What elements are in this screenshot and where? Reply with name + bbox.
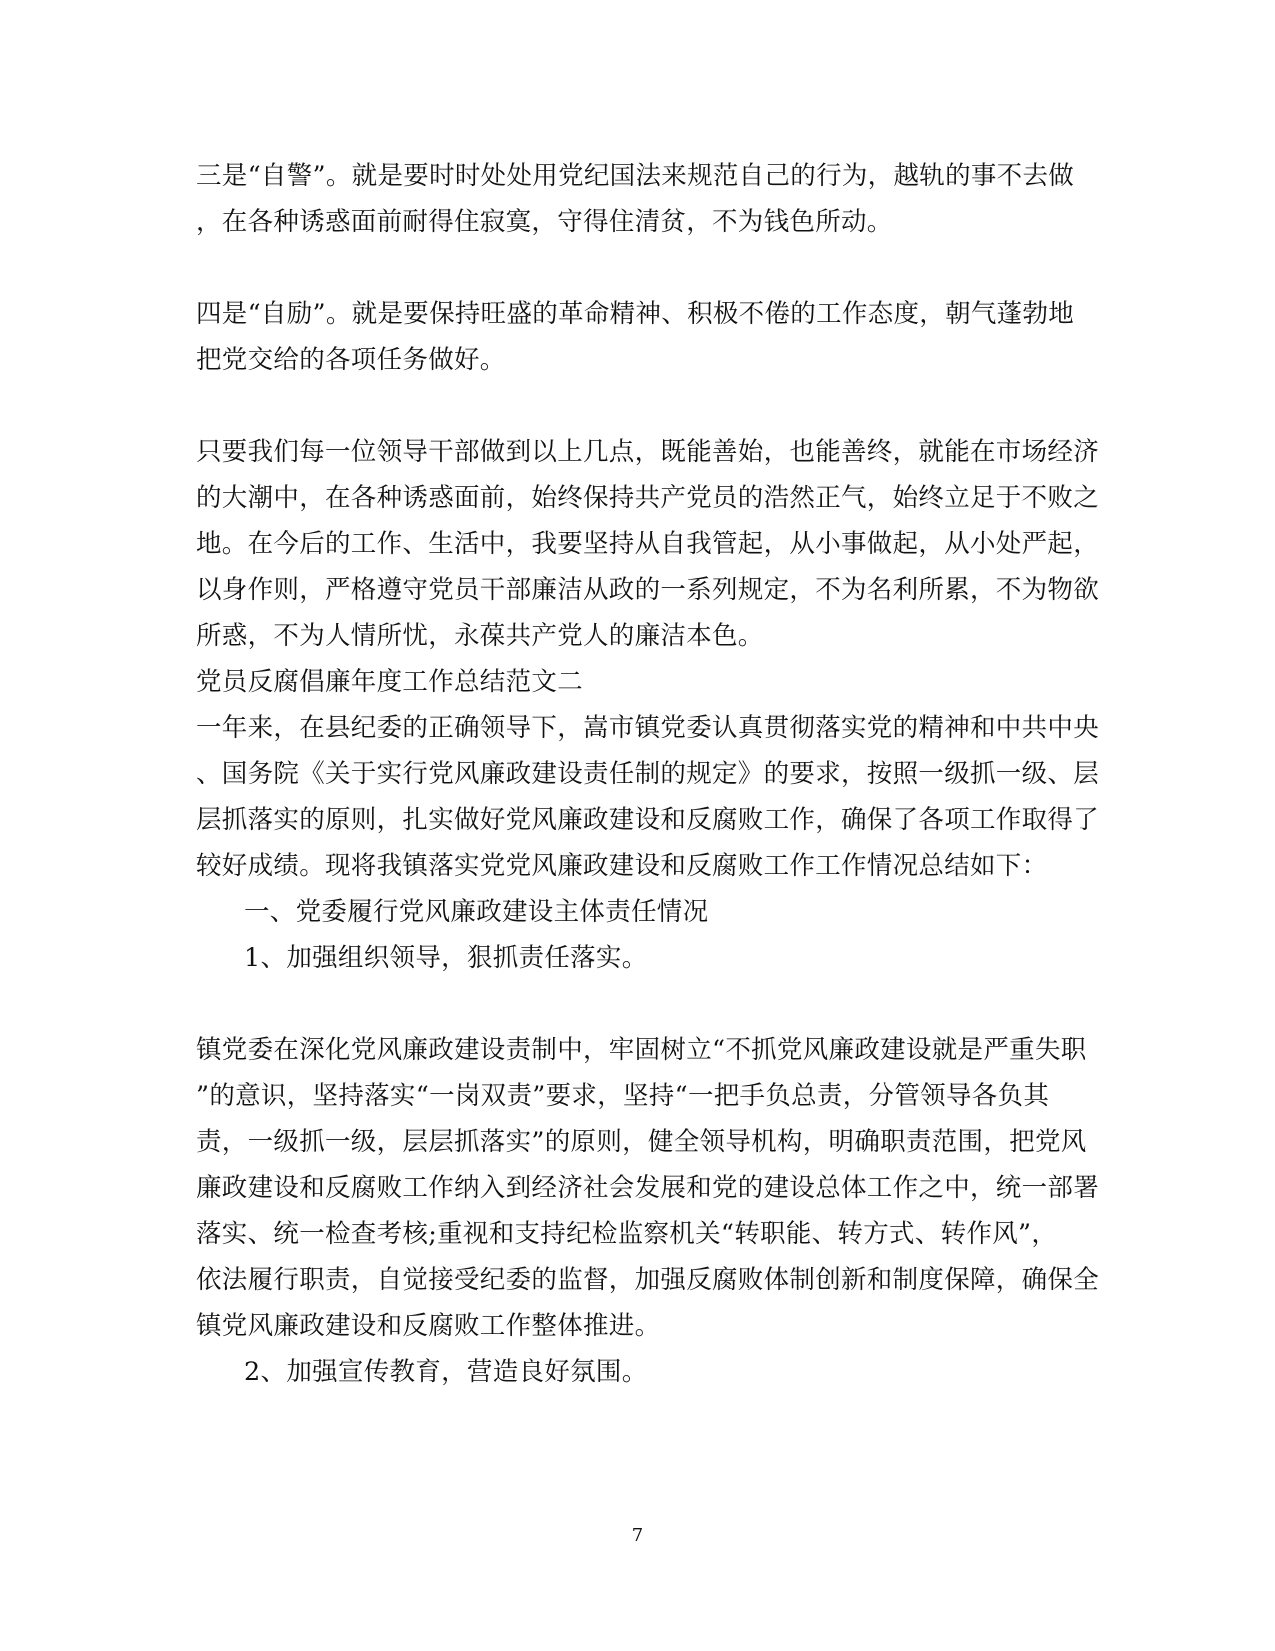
text-line: 一年来，在县纪委的正确领导下，嵩市镇党委认真贯彻落实党的精神和中共中央 (196, 713, 1100, 743)
text-line: 层抓落实的原则，扎实做好党风廉政建设和反腐败工作，确保了各项工作取得了 (196, 805, 1100, 835)
text-line: ，在各种诱惑面前耐得住寂寞，守得住清贫，不为钱色所动。 (196, 207, 893, 237)
text-line: ”的意识，坚持落实“一岗双责”要求，坚持“一把手负总责，分管领导各负其 (196, 1081, 1050, 1111)
subheading: 1、加强组织领导，狠抓责任落实。 (244, 943, 648, 973)
subheading: 2、加强宣传教育，营造良好氛围。 (244, 1357, 648, 1387)
text-line: 较好成绩。现将我镇落实党党风廉政建设和反腐败工作工作情况总结如下： (196, 851, 1048, 881)
text-line: 地。在今后的工作、生活中，我要坚持从自我管起，从小事做起，从小处严起， (196, 529, 1100, 559)
text-line: 依法履行职责，自觉接受纪委的监督，加强反腐败体制创新和制度保障，确保全 (196, 1265, 1100, 1295)
text-line: 、国务院《关于实行党风廉政建设责任制的规定》的要求，按照一级抓一级、层 (196, 759, 1100, 789)
text-line: 镇党风廉政建设和反腐败工作整体推进。 (196, 1311, 661, 1341)
text-line: 只要我们每一位领导干部做到以上几点，既能善始，也能善终，就能在市场经济 (196, 437, 1100, 467)
text-line: 的大潮中，在各种诱惑面前，始终保持共产党员的浩然正气，始终立足于不败之 (196, 483, 1100, 513)
text-line: 所惑，不为人情所忧，永葆共产党人的廉洁本色。 (196, 621, 764, 651)
text-line: 把党交给的各项任务做好。 (196, 345, 506, 375)
text-line: 四是“自励”。就是要保持旺盛的革命精神、积极不倦的工作态度，朝气蓬勃地 (196, 299, 1075, 329)
subheading: 一、党委履行党风廉政建设主体责任情况 (244, 897, 709, 927)
section-title: 党员反腐倡廉年度工作总结范文二 (196, 667, 584, 697)
text-line: 落实、统一检查考核;重视和支持纪检监察机关“转职能、转方式、转作风”， (196, 1219, 1058, 1249)
text-line: 三是“自警”。就是要时时处处用党纪国法来规范自己的行为，越轨的事不去做 (196, 161, 1075, 191)
text-line: 以身作则，严格遵守党员干部廉洁从政的一系列规定，不为名利所累，不为物欲 (196, 575, 1100, 605)
text-line: 廉政建设和反腐败工作纳入到经济社会发展和党的建设总体工作之中，统一部署 (196, 1173, 1100, 1203)
text-line: 镇党委在深化党风廉政建设责制中，牢固树立“不抓党风廉政建设就是严重失职 (196, 1035, 1087, 1065)
page-number: 7 (631, 1525, 644, 1546)
text-line: 责，一级抓一级，层层抓落实”的原则，健全领导机构，明确职责范围，把党风 (196, 1127, 1087, 1157)
